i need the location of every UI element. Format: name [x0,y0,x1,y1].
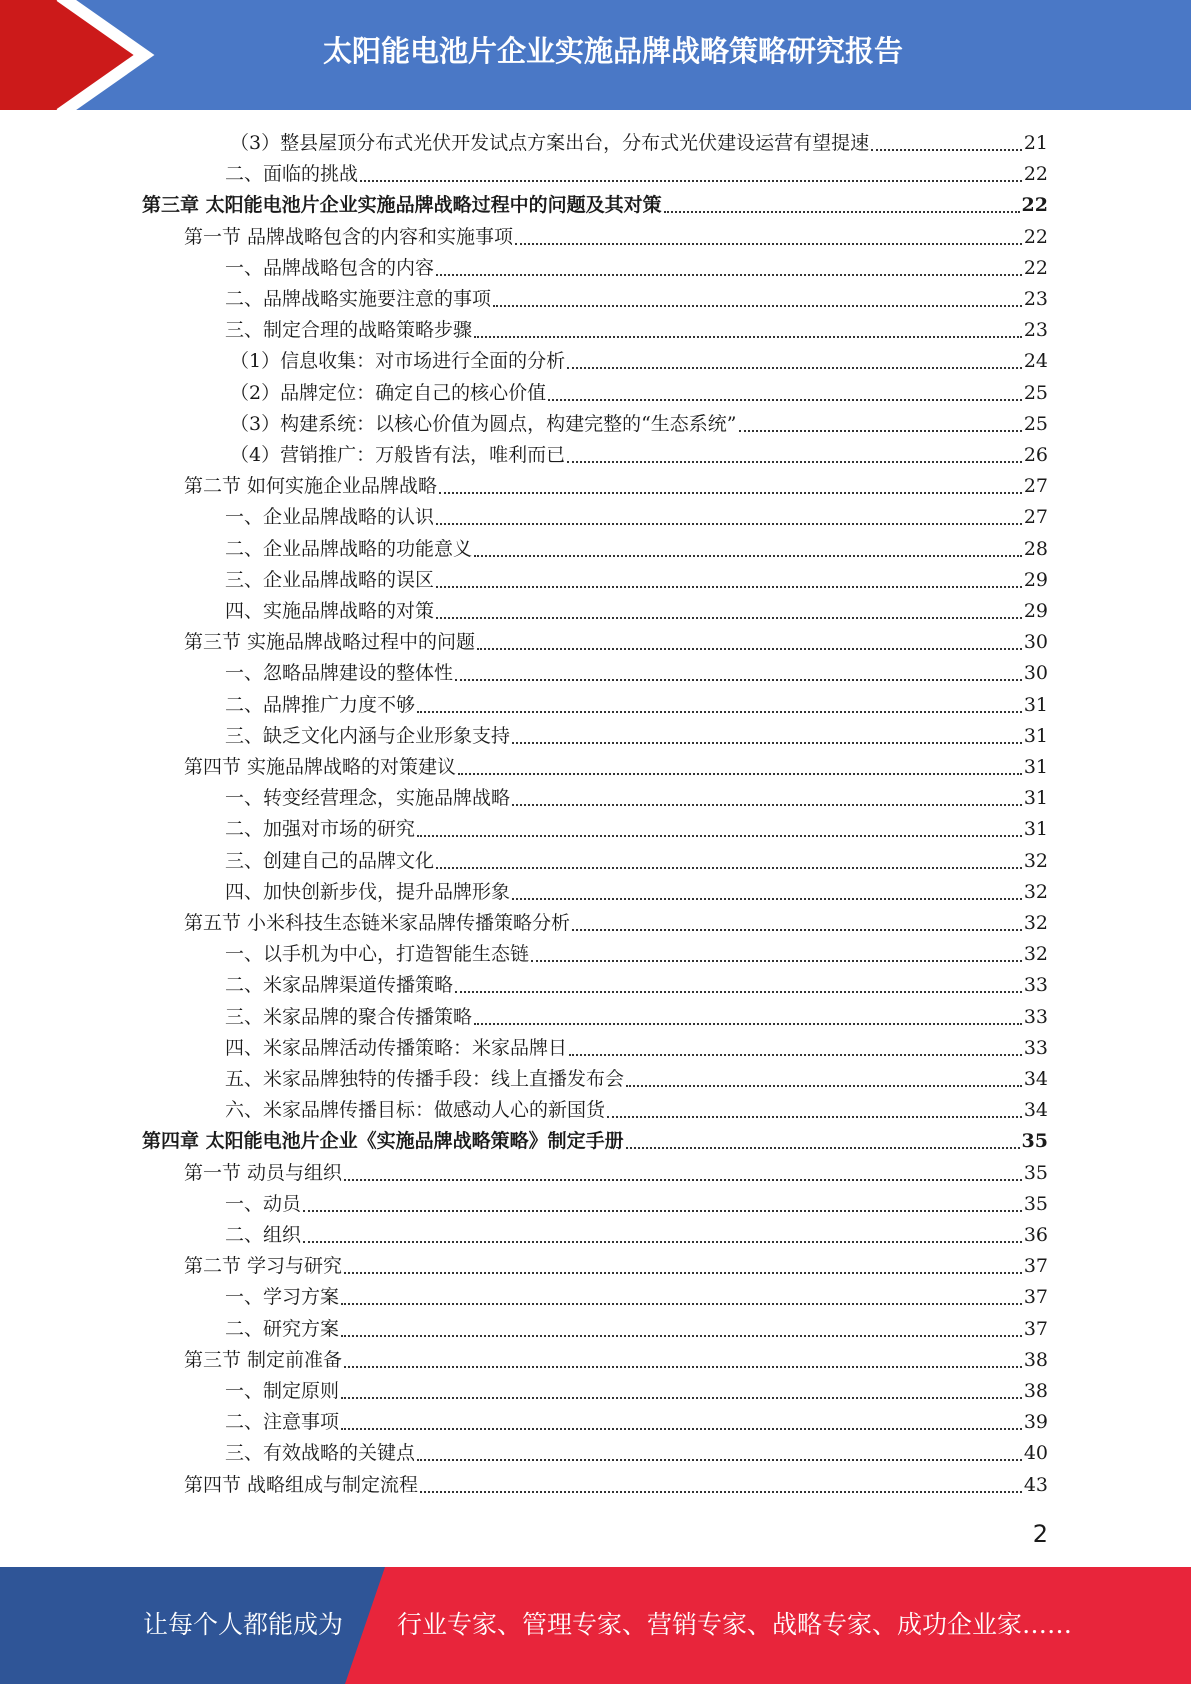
toc-entry-page: 37 [1023,1317,1048,1340]
toc-chapter-entry[interactable] [142,1126,1048,1157]
toc-entry-label: 第四节 实施品牌战略的对策建议 [184,756,457,778]
toc-subsection-entry[interactable] [230,378,1048,409]
toc-section-entry[interactable] [184,1345,1048,1376]
toc-subsection-entry[interactable] [225,970,1048,1001]
toc-dot-leader [567,366,1022,369]
toc-subsection-entry[interactable] [225,596,1048,627]
toc-entry-page: 32 [1023,912,1048,934]
toc-subsection-entry[interactable] [225,253,1048,284]
toc-entry-page: 35 [1023,1192,1048,1215]
toc-section-entry[interactable] [184,1158,1048,1189]
toc-entry-label: 一、品牌战略包含的内容 [225,256,435,279]
toc-dot-leader [360,179,1022,182]
toc-dot-leader [303,1240,1022,1243]
toc-entry-page: 32 [1023,849,1048,872]
toc-entry-label: 三、创建自己的品牌文化 [225,849,435,872]
toc-entry-label: 三、企业品牌战略的误区 [225,568,435,591]
toc-entry-page: 36 [1023,1224,1048,1246]
toc-entry-page: 27 [1023,506,1048,529]
toc-dot-leader [512,803,1022,806]
toc-entry-page: 31 [1023,756,1048,778]
toc-subsection-entry[interactable] [225,877,1048,908]
toc-subsection-entry[interactable] [225,1189,1048,1220]
toc-entry-label: 第五节 小米科技生态链米家品牌传播策略分析 [184,912,571,934]
toc-entry-page: 40 [1023,1442,1048,1465]
toc-entry-page: 23 [1023,288,1048,310]
toc-entry-label: 二、注意事项 [225,1411,340,1434]
toc-entry-label: 四、米家品牌活动传播策略：米家品牌日 [225,1036,568,1059]
toc-entry-page: 43 [1023,1473,1048,1496]
toc-dot-leader [436,616,1022,619]
toc-dot-leader [341,1334,1022,1337]
toc-entry-page: 31 [1023,787,1048,810]
toc-dot-leader [567,460,1022,463]
toc-entry-page: 33 [1023,1005,1048,1028]
toc-entry-page: 27 [1023,475,1048,498]
toc-entry-page: 22 [1023,163,1048,186]
toc-subsection-entry[interactable] [225,939,1048,970]
toc-dot-leader [512,741,1022,744]
toc-entry-page: 32 [1023,880,1048,903]
toc-subsection-entry[interactable] [225,565,1048,596]
toc-entry-page: 30 [1023,662,1048,685]
toc-entry-page: 28 [1023,537,1048,560]
toc-subsection-entry[interactable] [225,502,1048,533]
header-chevron-accent [0,0,160,110]
toc-entry-page: 34 [1023,1099,1048,1122]
toc-subsection-entry[interactable] [225,1064,1048,1095]
toc-entry-page: 34 [1023,1068,1048,1090]
toc-dot-leader [664,210,1020,213]
toc-entry-page: 38 [1023,1348,1048,1371]
toc-subsection-entry[interactable] [230,440,1048,471]
toc-section-entry[interactable] [184,1251,1048,1282]
toc-entry-label: 一、学习方案 [225,1286,340,1309]
document-title: 太阳能电池片企业实施品牌战略策略研究报告 [322,34,903,68]
toc-entry-label: 二、组织 [225,1224,302,1246]
toc-dot-leader [436,866,1022,869]
toc-dot-leader [455,678,1022,681]
toc-section-entry[interactable] [184,752,1048,783]
toc-entry-label: 六、米家品牌传播目标：做感动人心的新国货 [225,1099,606,1122]
toc-entry-label: （1）信息收集：对市场进行全面的分析 [230,350,566,373]
toc-entry-label: 一、企业品牌战略的认识 [225,506,435,529]
toc-chapter-entry[interactable] [142,190,1048,221]
toc-entry-page: 33 [1023,974,1048,997]
toc-entry-label: 第二节 如何实施企业品牌战略 [184,475,438,498]
toc-entry-label: 二、品牌战略实施要注意的事项 [225,288,492,310]
toc-entry-page: 32 [1023,943,1048,966]
toc-entry-label: 第四节 战略组成与制定流程 [184,1473,419,1496]
toc-subsection-entry[interactable] [225,284,1048,315]
toc-subsection-entry[interactable] [225,1002,1048,1033]
toc-subsection-entry[interactable] [225,846,1048,877]
toc-dot-leader [474,554,1022,557]
toc-entry-label: 第二节 学习与研究 [184,1255,343,1278]
toc-subsection-entry[interactable] [225,658,1048,689]
toc-entry-page: 31 [1023,818,1048,841]
toc-dot-leader [477,647,1022,650]
toc-entry-label: 二、面临的挑战 [225,163,359,186]
toc-entry-label: 第三节 制定前准备 [184,1348,343,1371]
toc-entry-page: 29 [1023,568,1048,591]
toc-entry-page: 25 [1023,381,1048,404]
page-header [0,0,1191,110]
toc-subsection-entry[interactable] [230,346,1048,377]
toc-dot-leader [436,522,1022,525]
toc-entry-label: 一、制定原则 [225,1380,340,1402]
toc-entry-label: 第三章 太阳能电池片企业实施品牌战略过程中的问题及其对策 [142,194,662,217]
toc-entry-label: 三、米家品牌的聚合传播策略 [225,1005,473,1028]
toc-entry-label: 第一节 品牌战略包含的内容和实施事项 [184,225,514,248]
toc-dot-leader [626,1146,1020,1149]
toc-dot-leader [607,1115,1022,1118]
toc-dot-leader [455,990,1022,993]
toc-dot-leader [344,1271,1022,1274]
toc-dot-leader [303,1209,1022,1212]
toc-entry-page: 30 [1023,631,1048,654]
toc-subsection-entry[interactable] [225,1095,1048,1126]
toc-entry-label: 三、缺乏文化内涵与企业形象支持 [225,724,511,747]
toc-entry-label: （3）构建系统：以核心价值为圆点，构建完整的“生态系统” [230,412,737,435]
toc-entry-page: 39 [1023,1411,1048,1434]
toc-dot-leader [739,429,1022,432]
toc-subsection-entry[interactable] [225,1282,1048,1313]
toc-subsection-entry[interactable] [225,814,1048,845]
toc-entry-label: 一、忽略品牌建设的整体性 [225,662,454,685]
toc-entry-page: 29 [1023,600,1048,622]
toc-dot-leader [458,772,1022,775]
toc-entry-page: 33 [1023,1036,1048,1059]
toc-subsection-entry[interactable] [225,315,1048,346]
footer-slogan-right: 行业专家、管理专家、营销专家、战略专家、成功企业家…… [397,1610,1073,1639]
toc-subsection-entry[interactable] [225,783,1048,814]
toc-subsection-entry[interactable] [225,721,1048,752]
toc-dot-leader [626,1084,1022,1087]
toc-section-entry[interactable] [184,222,1048,253]
toc-entry-label: （4）营销推广：万般皆有法，唯利而已 [230,444,566,466]
toc-entry-label: 二、加强对市场的研究 [225,818,416,841]
toc-dot-leader [512,897,1022,900]
toc-entry-label: 二、研究方案 [225,1317,340,1340]
toc-dot-leader [341,1302,1022,1305]
toc-entry-page: 26 [1023,444,1048,466]
toc-subsection-entry[interactable] [225,159,1048,190]
toc-entry-label: 第三节 实施品牌战略过程中的问题 [184,631,476,654]
toc-dot-leader [417,1458,1022,1461]
toc-subsection-entry[interactable] [225,1438,1048,1469]
footer-slogan-left: 让每个人都能成为 [143,1610,344,1639]
toc-entry-page: 21 [1023,132,1048,154]
toc-subsection-entry[interactable] [225,1033,1048,1064]
toc-dot-leader [531,959,1022,962]
toc-entry-page: 31 [1023,693,1048,716]
toc-subsection-entry[interactable] [225,1376,1048,1407]
toc-entry-page: 22 [1023,256,1048,279]
toc-subsection-entry[interactable] [230,128,1048,159]
toc-entry-label: 一、以手机为中心，打造智能生态链 [225,943,530,966]
toc-entry-page: 38 [1023,1380,1048,1402]
toc-dot-leader [515,242,1022,245]
toc-entry-page: 23 [1023,319,1048,342]
toc-entry-label: 二、企业品牌战略的功能意义 [225,537,473,560]
toc-entry-label: 二、品牌推广力度不够 [225,693,416,716]
toc-entry-label: 四、加快创新步伐，提升品牌形象 [225,880,511,903]
toc-entry-page: 24 [1023,350,1048,373]
toc-entry-page: 31 [1023,724,1048,747]
toc-section-entry[interactable] [184,471,1048,502]
toc-dot-leader [417,834,1022,837]
toc-entry-page: 25 [1023,412,1048,435]
toc-dot-leader [436,585,1022,588]
page-number: 2 [1032,1520,1048,1548]
toc-entry-label: 三、制定合理的战略策略步骤 [225,319,473,342]
toc-dot-leader [871,148,1022,151]
toc-dot-leader [344,1178,1022,1181]
toc-subsection-entry[interactable] [225,1314,1048,1345]
toc-section-entry[interactable] [184,1470,1048,1501]
toc-dot-leader [548,398,1022,401]
toc-entry-label: 第四章 太阳能电池片企业《实施品牌战略策略》制定手册 [142,1130,624,1153]
toc-dot-leader [439,491,1022,494]
page-footer [0,1567,1191,1684]
toc-subsection-entry[interactable] [225,1407,1048,1438]
toc-entry-label: 三、有效战略的关键点 [225,1442,416,1465]
toc-entry-label: 二、米家品牌渠道传播策略 [225,974,454,997]
toc-entry-label: 四、实施品牌战略的对策 [225,600,435,622]
toc-subsection-entry[interactable] [225,1220,1048,1251]
header-red-shape [0,0,150,110]
toc-entry-page: 37 [1023,1255,1048,1278]
toc-entry-label: 一、动员 [225,1192,302,1215]
toc-dot-leader [341,1396,1022,1399]
toc-dot-leader [569,1053,1022,1056]
toc-entry-label: 五、米家品牌独特的传播手段：线上直播发布会 [225,1068,625,1090]
toc-dot-leader [572,928,1022,931]
toc-entry-page: 22 [1023,225,1048,248]
toc-entry-label: 一、转变经营理念，实施品牌战略 [225,787,511,810]
toc-entry-label: 第一节 动员与组织 [184,1161,343,1184]
toc-entry-page: 35 [1021,1130,1048,1153]
toc-dot-leader [493,304,1022,307]
toc-dot-leader [341,1427,1022,1430]
toc-dot-leader [474,335,1022,338]
toc-dot-leader [420,1490,1022,1493]
toc-entry-page: 35 [1023,1161,1048,1184]
toc-subsection-entry[interactable] [230,409,1048,440]
toc-entry-page: 22 [1021,194,1048,217]
toc-section-entry[interactable] [184,908,1048,939]
toc-entry-label: （3）整县屋顶分布式光伏开发试点方案出台，分布式光伏建设运营有望提速 [230,132,870,154]
toc-dot-leader [417,710,1022,713]
toc-dot-leader [474,1022,1022,1025]
toc-entry-page: 37 [1023,1286,1048,1309]
toc-subsection-entry[interactable] [225,534,1048,565]
toc-section-entry[interactable] [184,627,1048,658]
toc-entry-label: （2）品牌定位：确定自己的核心价值 [230,381,547,404]
toc-dot-leader [436,273,1022,276]
toc-subsection-entry[interactable] [225,690,1048,721]
toc-dot-leader [344,1365,1022,1368]
